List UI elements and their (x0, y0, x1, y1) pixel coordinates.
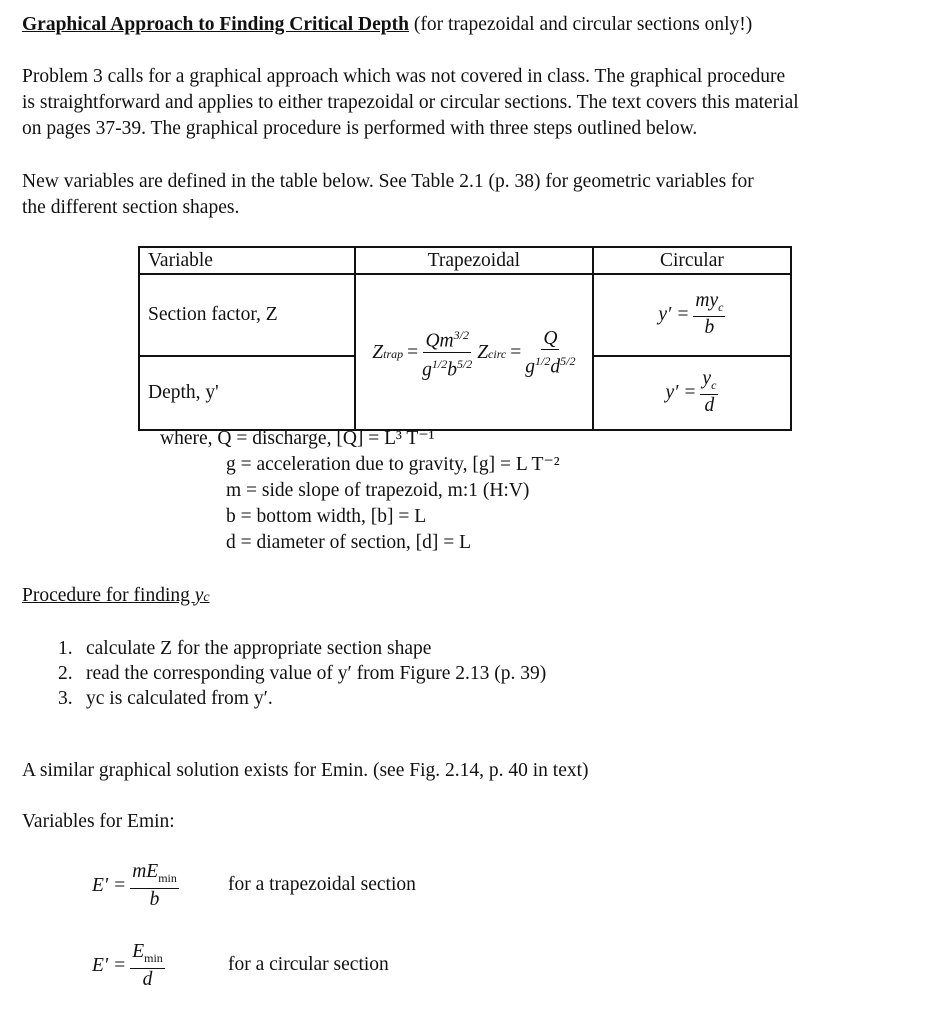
variables-table (138, 246, 792, 431)
variables-intro-line: New variables are defined in the table below. See Table 2.1 (p. 38) for geometric variables for (22, 171, 754, 192)
z-trap-den-g: g (422, 359, 432, 381)
y-prime-circ-equation (665, 369, 718, 418)
z-trap-fraction (422, 325, 472, 381)
procedure-heading-sub: c (203, 590, 210, 605)
circular-y-circ-cell (593, 356, 791, 430)
e-prime-circ-numerator: E (132, 941, 145, 962)
e-prime-trap-description: for a trapezoidal section (228, 874, 416, 895)
z-trap-numerator: Qm (425, 330, 454, 352)
table-header-cell: Circular (593, 247, 791, 274)
e-prime-circ-fraction (130, 942, 165, 991)
procedure-steps (58, 636, 546, 711)
y-prime-circ-numerator: y (702, 367, 712, 389)
step-text: calculate Z for the appropriate section shape (86, 638, 432, 659)
emin-variables-label: Variables for Emin: (22, 811, 175, 832)
e-prime-trap-lhs: E′ = (92, 875, 127, 897)
step-text: read the corresponding value of y′ from Figure 2.13 (p. 39) (86, 663, 547, 684)
y-prime-circ-denominator: d (704, 395, 715, 417)
z-circ-den-exp2: 5/2 (560, 353, 576, 368)
z-trap-den-b: b (447, 359, 457, 381)
z-circ-subscript: circ (488, 347, 507, 362)
e-prime-circ-equation (92, 942, 165, 991)
table-row (139, 274, 791, 356)
list-item (58, 636, 546, 661)
z-trap-subscript: trap (383, 347, 404, 362)
title-rest: (for trapezoidal and circular sections only!) (408, 14, 753, 35)
definition-line: where, Q = discharge, [Q] = L³ T⁻¹ (160, 428, 435, 449)
y-prime-lhs: y′ = (665, 381, 697, 403)
y-prime-circ-num-sub: c (711, 377, 717, 392)
e-prime-trap-numerator: mE (132, 861, 159, 882)
e-prime-circ-lhs: E′ = (92, 955, 127, 977)
intro-line: on pages 37-39. The graphical procedure is performed with three steps outlined below. (22, 118, 698, 139)
variables-intro (22, 169, 754, 221)
page-title (22, 12, 752, 38)
definition-line: b = bottom width, [b] = L (226, 506, 427, 527)
z-circ-lhs: Z (477, 342, 489, 364)
z-circ-den-g: g (525, 356, 536, 378)
y-prime-trap-num-sub: c (718, 299, 724, 314)
y-prime-trap-fraction (693, 291, 725, 340)
y-prime-trap-equation (658, 291, 725, 340)
procedure-heading-text: Procedure for finding (22, 585, 195, 606)
step-number: 3. (58, 688, 73, 709)
z-circ-den-exp1: 1/2 (535, 353, 551, 368)
procedure-heading (22, 583, 210, 611)
y-prime-circ-fraction (700, 369, 718, 418)
e-prime-trap-equation (92, 862, 179, 911)
step-number: 1. (58, 638, 73, 659)
y-prime-lhs: y′ = (658, 303, 690, 325)
definition-line: m = side slope of trapezoid, m:1 (H:V) (226, 480, 530, 501)
table-header-cell: Trapezoidal (355, 247, 593, 274)
e-prime-circ-num-sub: min (144, 950, 163, 965)
procedure-heading-var: y (194, 585, 204, 606)
e-prime-trap-num-sub: min (158, 870, 177, 885)
z-circ-den-d: d (550, 356, 561, 378)
intro-paragraph (22, 64, 799, 142)
step-number: 2. (58, 663, 73, 684)
definition-line: d = diameter of section, [d] = L (226, 532, 472, 553)
intro-line: Problem 3 calls for a graphical approach which was not covered in class. The graphical procedure (22, 66, 786, 87)
y-prime-trap-numerator: my (695, 289, 719, 311)
list-item (58, 686, 546, 711)
emin-sentence: A similar graphical solution exists for Emin. (see Fig. 2.14, p. 40 in text) (22, 760, 589, 781)
title-bold: Graphical Approach to Finding Critical Depth (22, 14, 409, 35)
circular-y-trap-cell (593, 274, 791, 356)
z-trap-den-exp1: 1/2 (431, 356, 448, 371)
variable-definitions (160, 426, 560, 556)
row-label-section-factor: Section factor, Z (139, 274, 355, 356)
list-item (58, 661, 546, 686)
z-trap-lhs: Z (372, 342, 384, 364)
e-prime-circ-description: for a circular section (228, 954, 389, 975)
variables-intro-line: the different section shapes. (22, 197, 240, 218)
e-prime-trap-denominator: b (149, 888, 160, 910)
e-prime-circ-denominator: d (142, 968, 153, 990)
z-trap-num-exponent: 3/2 (453, 328, 469, 343)
z-circ-equation: Zcirc = $\frac{Q}{g^{1/2}d^{5/2}}$ (477, 327, 576, 378)
e-prime-trap-fraction (130, 862, 179, 911)
y-prime-trap-denominator: b (704, 317, 715, 339)
intro-line: is straightforward and applies to either trapezoidal or circular sections. The text covers this material (22, 92, 799, 113)
z-trap-den-exp2: 5/2 (456, 356, 473, 371)
z-circ-numerator: Q (543, 327, 558, 349)
trapezoidal-formulas (355, 274, 593, 430)
row-label-depth: Depth, y' (139, 356, 355, 430)
z-trap-equation: Ztrap = $\frac{Qm^{3/2}}{g^{1/2}b^{5/2}}$ (372, 325, 472, 381)
table-header-row (139, 247, 791, 274)
table-header-cell: Variable (139, 247, 355, 274)
step-text: yc is calculated from y′. (86, 688, 273, 709)
z-circ-fraction (525, 329, 575, 379)
definition-line: g = acceleration due to gravity, [g] = L T⁻² (226, 454, 560, 475)
